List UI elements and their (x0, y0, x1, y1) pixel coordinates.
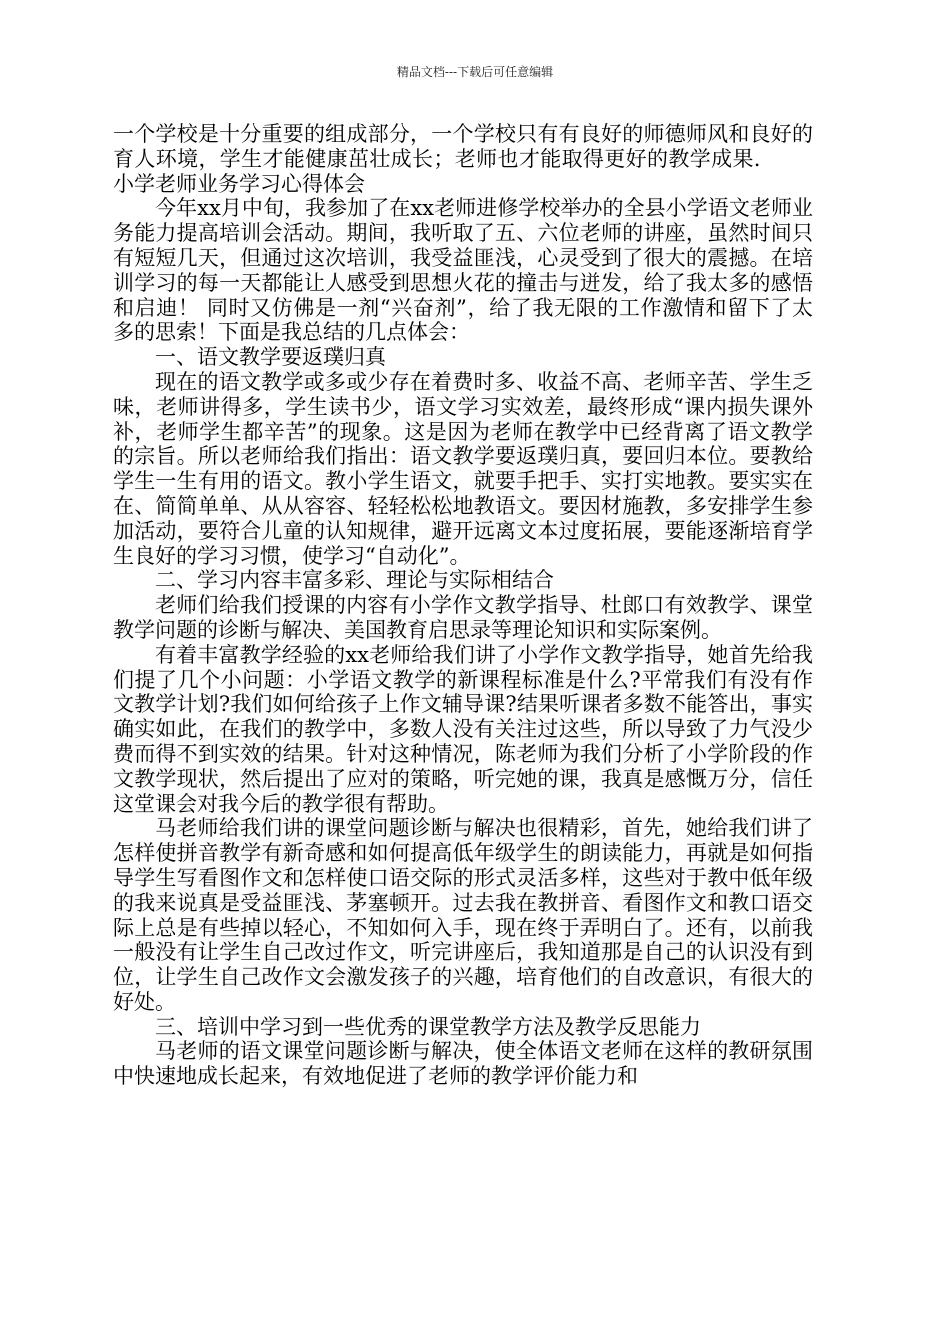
section-heading: 三、培训中学习到一些优秀的课堂教学方法及教学反思能力 (155, 1014, 701, 1039)
paragraph-intro (113, 122, 813, 196)
paragraph: 老师们给我们授课的内容有小学作文教学指导、杜郎口有效教学、课堂教学问题的诊断与解决、美国教育启思录等理论知识和实际案例。 (113, 593, 813, 642)
page-header (0, 64, 950, 80)
section-heading: 二、学习内容丰富多彩、理论与实际相结合 (155, 568, 554, 593)
section-heading: 一、语文教学要返璞归真 (155, 345, 386, 370)
paragraph: 马老师的语文课堂问题诊断与解决，使全体语文老师在这样的教研氛围中快速地成长起来，有效地促进了老师的教学评价能力和 (113, 1039, 813, 1089)
paragraph: 马老师给我们讲的课堂问题诊断与解决也很精彩，首先，她给我们讲了怎样使拼音教学有新奇感和如何提高低年级学生的朗读能力，再就是如何指导学生写看图作文和怎样使口语交际的形式灵活多样，这些对于教中低年级的我来说真是受益匪浅、茅塞顿开。过去我在教拼音、看图作文和教口语交际上总是有些掉以轻心，不知如何入手，现在终于弄明白了。还有，以前我一般没有让学生自己改过作文，听完讲座后，我知道那是自己的认识没有到位，让学生自己改作文会激发孩子的兴趣，培育他们的自改意识，有很大的好处。 (113, 816, 813, 1014)
paragraph: 今年xx月中旬，我参加了在xx老师进修学校举办的全县小学语文老师业务能力提高培训会活动。期间，我听取了五、六位老师的讲座，虽然时间只有短短几天，但通过这次培训，我受益匪浅，心灵受到了很大的震撼。在培训学习的每一天都能让人感受到思想火花的撞击与迸发，给了我太多的感悟和启迪！ 同时又仿佛是一剂“兴奋剂”，给了我无限的工作激情和留下了太多的思索！下面是我总结的几点体会： (113, 196, 813, 345)
paragraph: 现在的语文教学或多或少存在着费时多、收益不高、老师辛苦、学生乏味，老师讲得多，学生读书少，语文学习实效差，最终形成“课内损失课外补，老师学生都辛苦”的现象。这是因为老师在教学中已经背离了语文教学的宗旨。所以老师给我们指出：语文教学要返璞归真，要回归本位。要教给学生一生有用的语文。教小学生语文，就要手把手、实打实地教。要实实在在、简简单单、从从容容、轻轻松松地教语文。要因材施教，多安排学生参加活动，要符合儿童的认知规律，避开远离文本过度拓展，要能逐渐培育学生良好的学习习惯，使学习“自动化”。 (113, 369, 813, 568)
document-title: 小学老师业务学习心得体会 (113, 171, 365, 196)
header-text: 精品文档---下载后可任意编辑 (396, 65, 554, 79)
paragraph-intro-text: 一个学校是十分重要的组成部分，一个学校只有有良好的师德师风和良好的育人环境，学生才能健康茁壮成长；老师也才能取得更好的教学成果. (113, 122, 813, 171)
paragraph: 有着丰富教学经验的xx老师给我们讲了小学作文教学指导，她首先给我们提了几个小问题：小学语文教学的新课程标准是什么?平常我们有没有作文教学计划?我们如何给孩子上作文辅导课?结果听课者多数不能答出，事实确实如此，在我们的教学中，多数人没有关注过这些，所以导致了力气没少费而得不到实效的结果。针对这种情况，陈老师为我们分析了小学阶段的作文教学现状，然后提出了应对的策略，听完她的课，我真是感慨万分，信任这堂课会对我今后的教学很有帮助。 (113, 642, 813, 816)
document-body (113, 122, 813, 1089)
